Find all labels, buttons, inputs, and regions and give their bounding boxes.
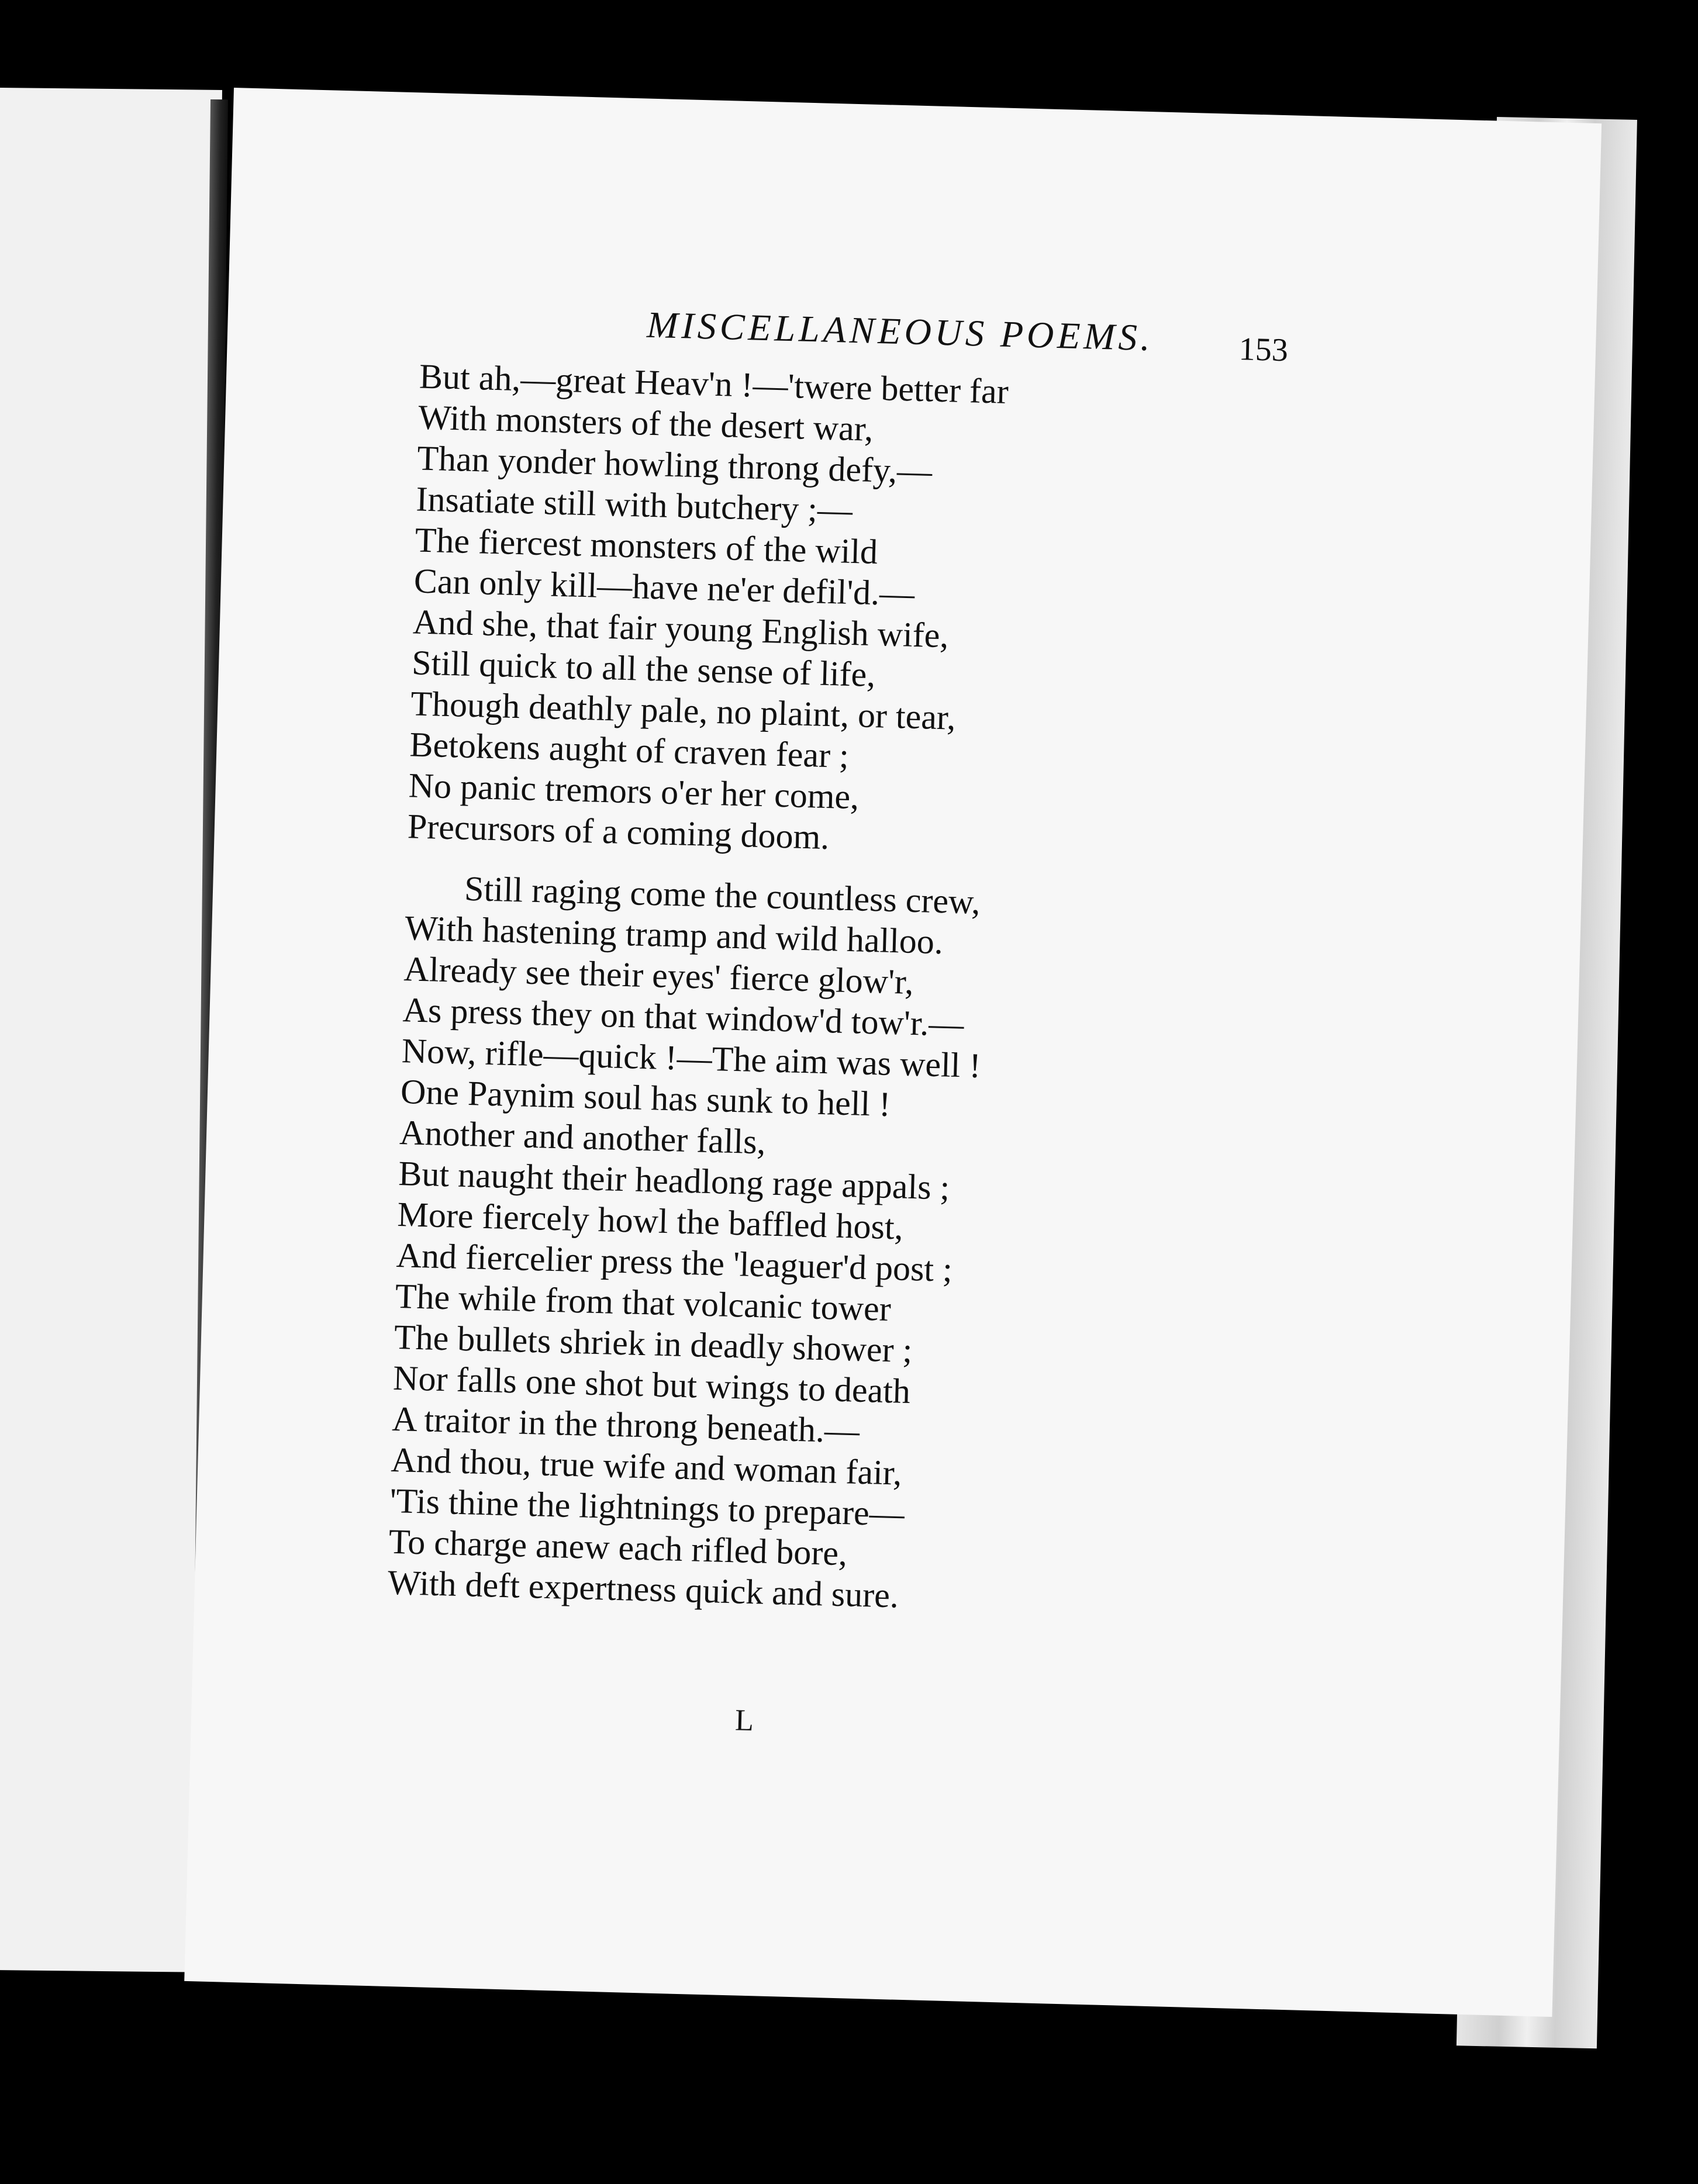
- verse-line: And fiercelier press the 'leaguer'd post ;: [395, 1235, 953, 1289]
- verse-line: 'Tis thine the lightnings to prepare—: [389, 1481, 905, 1533]
- verse-line: With hastening tramp and wild halloo.: [404, 908, 944, 962]
- verse-line: Already see their eyes' fierce glow'r,: [403, 949, 914, 1001]
- verse-line: The while from that volcanic tower: [395, 1276, 892, 1329]
- stanza-1: [407, 355, 1413, 872]
- verse-line: Though deathly pale, no plaint, or tear,: [410, 684, 957, 737]
- verse-line: Than yonder howling throng defy,—: [416, 438, 933, 491]
- verse-line: But naught their headlong rage appals ;: [398, 1154, 951, 1207]
- book-page: [184, 88, 1602, 2017]
- verse-line: No panic tremors o'er her come,: [408, 766, 860, 817]
- verse-line: Now, rifle—quick !—The aim was well !: [401, 1031, 982, 1086]
- verse-line: Betokens aught of craven fear ;: [409, 725, 850, 775]
- verse-line: Still quick to all the sense of life,: [411, 643, 876, 694]
- verse-line: With monsters of the desert war,: [417, 398, 874, 448]
- verse-line: The bullets shriek in deadly shower ;: [394, 1317, 913, 1370]
- verse-line: But ah,—great Heav'n !—'twere better far: [419, 357, 1009, 411]
- verse-line: As press they on that window'd tow'r.—: [402, 990, 965, 1044]
- verse-line: Insatiate still with butchery ;—: [415, 479, 853, 530]
- facing-page: [0, 88, 222, 1972]
- signature-mark: L: [734, 1703, 754, 1738]
- verse-line: More fiercely howl the baffled host,: [396, 1194, 904, 1247]
- verse-line: Nor falls one shot but wings to death: [392, 1358, 911, 1411]
- page-number: 153: [1238, 331, 1289, 369]
- verse-line: Another and another falls,: [399, 1113, 767, 1162]
- verse-line: Precursors of a coming doom.: [407, 807, 830, 857]
- verse-line: And thou, true wife and woman fair,: [390, 1440, 903, 1492]
- verse-line: A traitor in the throng beneath.—: [391, 1399, 860, 1450]
- verse-line: One Paynim soul has sunk to hell !: [400, 1072, 892, 1124]
- verse-line: Can only kill—have ne'er defil'd.—: [413, 561, 916, 613]
- poem-text: [386, 355, 1413, 1649]
- verse-line: Still raging come the countless crew,: [464, 869, 981, 921]
- verse-line: And she, that fair young English wife,: [412, 602, 950, 655]
- running-head: MISCELLANEOUS POEMS.: [646, 303, 1154, 359]
- verse-line: To charge anew each rifled bore,: [388, 1522, 848, 1573]
- verse-line: The fiercest monsters of the wild: [414, 520, 878, 572]
- verse-line: With deft expertness quick and sure.: [387, 1563, 899, 1615]
- stanza-2: [387, 866, 1400, 1629]
